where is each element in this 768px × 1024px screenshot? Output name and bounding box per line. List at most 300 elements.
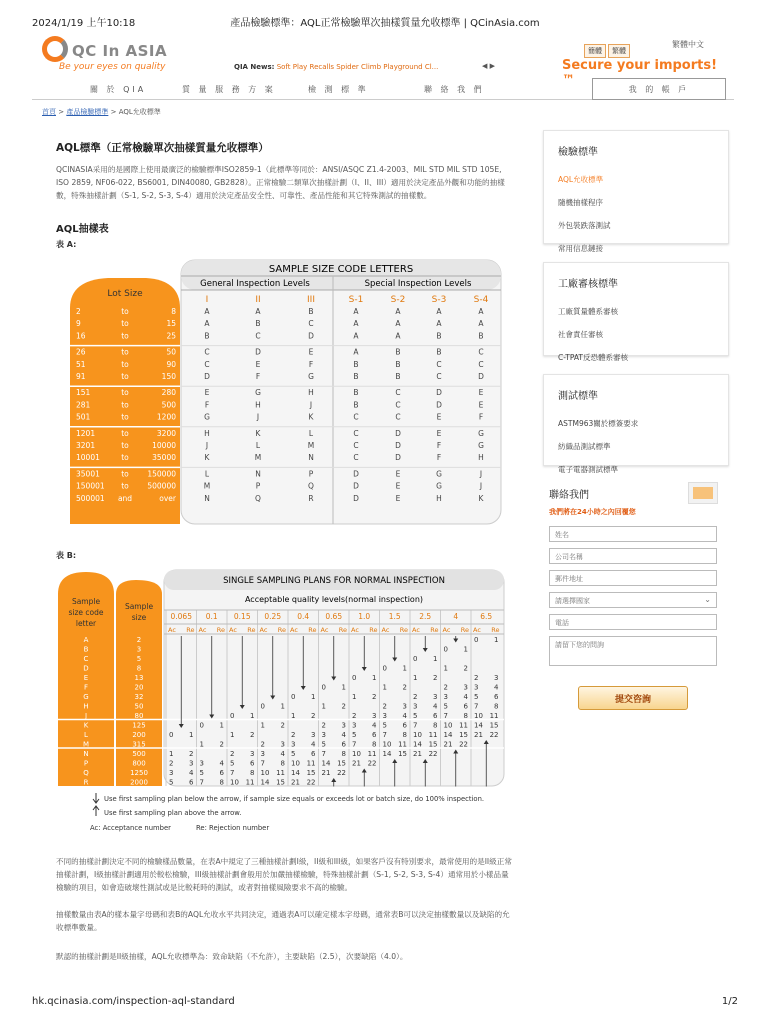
table-a-code-cell: A <box>395 319 401 329</box>
sidebar-item-drop-test[interactable]: 外包裝跌落測試 <box>558 221 611 230</box>
table-b-ac-cell: 0 <box>413 655 418 663</box>
table-b-letter: L <box>84 731 88 739</box>
table-a-lot-upto: 15 <box>166 319 176 329</box>
nav-standards[interactable]: 檢 測 標 準 <box>308 85 369 94</box>
sidebar-item-social-audit[interactable]: 社會責任審核 <box>558 330 603 339</box>
table-b-aql-value: 0.1 <box>205 612 218 621</box>
table-b-re-header: Re <box>277 626 286 634</box>
table-b-aql-value: 0.065 <box>170 612 192 621</box>
news-headline[interactable]: Soft Play Recalls Spider Climb Playground Cl... <box>276 63 439 71</box>
table-b-re-cell: 4 <box>341 731 346 739</box>
table-a-code-cell: A <box>204 307 210 316</box>
table-b-re-cell: 4 <box>433 702 438 711</box>
article-intro: QCINASIA采用的是國際上使用最廣泛的檢驗標準ISO2859-1（此標準等同於：ANSI/ASQC Z1.4-2003、MIL STD MIL STD 105E, ISO 2859, NF06-022, BS6001, DIN40080, GB2828）。正常檢驗二類單次抽樣計劃（I、II、III）適用於決定產品外觀和功能的抽樣數，特殊抽樣計劃（S-1, S-2, S-3, S-4）適用於決定產品安全性、可靠性、產品性能和其它特殊測試的抽樣數。 <box>56 165 505 200</box>
sidebar-title: 檢驗標準 <box>558 147 598 158</box>
table-a-code-cell: G <box>436 469 442 479</box>
table-b-size: 200 <box>132 731 146 739</box>
breadcrumb-category[interactable]: 產品檢驗標準 <box>66 108 109 116</box>
table-a-code-cell: C <box>353 453 359 463</box>
table-b-ac-cell: 7 <box>230 769 235 777</box>
table-a-lot-from: 3201 <box>76 441 96 450</box>
table-a-code-cell: B <box>395 347 401 357</box>
table-b-size: 2 <box>136 636 142 644</box>
table-b-re-cell: 6 <box>494 693 499 701</box>
table-a-code-cell: J <box>479 469 483 479</box>
table-a-code-cell: E <box>478 388 484 398</box>
table-a-lot-to: to <box>121 347 129 357</box>
table-a-level-header: III <box>307 295 315 305</box>
table-a-code-cell: C <box>204 359 210 369</box>
table-a-code-cell: J <box>256 412 260 422</box>
table-b-re-cell: 6 <box>189 778 194 787</box>
table-b-letter: F <box>83 683 89 692</box>
table-b-ac-cell: 1 <box>382 683 387 692</box>
sidebar-item-links[interactable]: 常用信息鏈接 <box>558 244 603 253</box>
table-b-legend-up: Use first sampling plan above the arrow. <box>104 809 242 817</box>
table-b-ac-cell: 7 <box>260 759 265 768</box>
lang-switch <box>584 38 632 58</box>
table-a-code-cell: C <box>353 412 359 422</box>
table-b-re-cell: 22 <box>337 769 346 777</box>
table-a-code-cell: B <box>395 372 401 381</box>
table-a-code-cell: B <box>308 307 314 316</box>
table-b-col1-header: size code <box>68 608 104 617</box>
table-b-re-cell: 11 <box>398 740 407 749</box>
table-b-letter: G <box>83 693 89 701</box>
nav-contact[interactable]: 聯 絡 我 們 <box>424 85 485 94</box>
slogan: Secure your imports! ™ <box>562 58 718 88</box>
sidebar-inspection <box>543 130 729 253</box>
table-a-lot-from: 281 <box>76 400 91 410</box>
table-b-aql-header: Acceptable quality levels(normal inspection) <box>244 595 424 604</box>
table-b-ac-cell: 21 <box>321 769 331 777</box>
table-b-re-cell: 2 <box>189 750 194 758</box>
table-a-code-cell: C <box>478 359 484 369</box>
table-b-re-cell: 3 <box>433 693 438 701</box>
table-b-re-header: Re <box>430 626 439 634</box>
table-a-lot-upto: 150 <box>161 372 176 381</box>
table-b-ac-cell: 14 <box>291 769 300 777</box>
table-b-re-cell: 22 <box>306 778 316 787</box>
nav-services[interactable]: 質 量 服 務 方 案 <box>182 85 276 94</box>
table-b-ac-cell: 5 <box>352 731 357 739</box>
news-prev-icon[interactable]: ◀ <box>482 62 488 70</box>
table-a-code-cell: J <box>309 400 313 410</box>
table-a-lot-to: to <box>121 412 129 422</box>
table-a-lot-upto: 10000 <box>152 441 176 450</box>
table-b-re-cell: 22 <box>367 759 377 768</box>
table-b-ac-cell: 3 <box>352 721 357 730</box>
table-a-code-cell: D <box>395 428 401 438</box>
table-b-ac-cell: 7 <box>352 740 357 749</box>
table-b-re-cell: 3 <box>494 674 499 682</box>
table-b-re-cell: 8 <box>372 740 377 749</box>
sidebar-item-quality-audit[interactable]: 工廠質量體系審核 <box>558 307 618 316</box>
table-b-re-cell: 22 <box>489 731 499 739</box>
table-b-re-cell: 3 <box>280 740 285 749</box>
table-a-code-cell: G <box>478 428 484 438</box>
news-ticker[interactable] <box>234 63 438 71</box>
table-b-ac-cell: 2 <box>260 740 265 749</box>
table-b-ac-cell: 3 <box>321 731 326 739</box>
table-a-code-cell: K <box>204 453 210 463</box>
table-b-letter: E <box>83 674 89 682</box>
table-b-re-cell: 6 <box>463 702 468 711</box>
table-b-ac-cell: 2 <box>169 759 174 768</box>
table-b-re-cell: 15 <box>428 740 438 749</box>
table-b-re-cell: 4 <box>494 683 499 692</box>
table-a-code-cell: D <box>436 400 442 410</box>
table-b-label: 表 B: <box>56 551 77 560</box>
table-b-letter: K <box>83 721 89 730</box>
table-a-lot-from: 501 <box>76 412 91 422</box>
table-b-size: 32 <box>134 693 144 701</box>
table-a-code-cell: A <box>436 307 442 316</box>
nav-my-account[interactable]: 我 的 帳 戶 <box>592 78 726 100</box>
table-a-code-cell: F <box>436 453 442 463</box>
news-label: QIA News: <box>234 63 275 71</box>
table-b-re-cell: 15 <box>276 778 285 787</box>
news-arrows[interactable] <box>482 62 495 70</box>
table-b <box>56 566 516 842</box>
table-b-title: SINGLE SAMPLING PLANS FOR NORMAL INSPECTION <box>223 576 445 586</box>
table-b-re-cell: 6 <box>219 769 224 777</box>
table-a-code-cell: D <box>353 469 359 479</box>
table-a-code-cell: E <box>308 347 314 357</box>
table-b-ac-cell: 3 <box>474 683 479 692</box>
table-b-size: 8 <box>136 664 142 673</box>
email-field[interactable]: 郵件地址 <box>549 570 717 586</box>
table-a-code-cell: F <box>255 372 261 381</box>
breadcrumb <box>42 107 161 117</box>
table-a-lot-to: to <box>121 388 129 398</box>
sidebar-audit <box>543 262 729 362</box>
table-b-ac-cell: 1 <box>169 750 174 758</box>
sidebar-item-astm[interactable]: ASTM963關於標簽要求 <box>558 419 639 428</box>
table-a-lot-to: to <box>121 453 129 463</box>
table-b-ac-cell: 21 <box>443 740 453 749</box>
table-b-re-cell: 8 <box>433 721 438 730</box>
article <box>56 132 516 250</box>
table-a-code-cell: C <box>478 347 484 357</box>
print-footer <box>32 996 738 1010</box>
contact-subtitle: 我們將在24小時之內回覆您 <box>549 508 636 516</box>
table-a-code-cell: G <box>308 372 314 381</box>
table-a-code-cell: A <box>353 319 359 329</box>
table-a-code-cell: A <box>478 307 484 316</box>
table-b-re-cell: 2 <box>250 731 255 739</box>
table-a-lot-upto: 280 <box>161 388 176 398</box>
table-a-lot-upto: 25 <box>166 331 176 341</box>
table-b-re-cell: 6 <box>372 731 377 739</box>
lang-simplified-button[interactable]: 簡體 <box>584 44 606 58</box>
table-a-code-cell: F <box>308 359 314 369</box>
table-b-re-cell: 1 <box>463 645 468 654</box>
table-a-code-cell: C <box>395 400 401 410</box>
table-a-lot-from: 150001 <box>76 481 105 491</box>
table-b-re-cell: 6 <box>341 740 346 749</box>
table-b-re-cell: 1 <box>433 655 438 663</box>
table-b-aql-value: 0.15 <box>233 612 251 621</box>
table-a-label: 表 A: <box>56 240 77 249</box>
table-a-code-cell: D <box>353 493 359 503</box>
phone-field[interactable]: 電話 <box>549 614 717 630</box>
sidebar-item-random[interactable]: 隨機抽樣程序 <box>558 198 603 207</box>
table-a-code-cell: C <box>436 372 442 381</box>
table-a-code-cell: J <box>205 441 209 450</box>
table-a-code-cell: D <box>255 347 261 357</box>
table-a-lot-upto: 35000 <box>152 453 176 463</box>
table-a-lot-upto: 90 <box>166 359 176 369</box>
table-a-general: General Inspection Levels <box>200 279 310 289</box>
table-b-re-cell: 3 <box>372 712 377 720</box>
table-a-code-cell: K <box>255 428 261 438</box>
table-b-aql-value: 0.4 <box>297 612 310 621</box>
table-b-ac-cell: 21 <box>291 778 300 787</box>
table-b-ac-cell: 2 <box>474 674 479 682</box>
table-b-re-cell: 2 <box>402 683 407 692</box>
table-b-ac-header: Ac <box>290 626 298 634</box>
table-b-aql-value: 6.5 <box>480 612 493 621</box>
table-a-grid-bg <box>181 260 501 524</box>
table-a-code-cell: B <box>395 359 401 369</box>
table-b-ac-cell: 14 <box>321 759 331 768</box>
article-para-1: 不同的抽樣計劃決定不同的檢驗樣品數量，在表A中規定了三種抽樣計劃I級，II級和III級，如果客戶沒有特別要求，最常使用的是II級正常抽樣計劃，I級抽樣計劃適用於較松檢驗，III級抽樣計劃會般用於加嚴抽樣檢驗，特殊抽樣計劃（S-1, S-2, S-3, S-4）通常用於小樣品量檢驗的項目，如會造破壞性測試或是比較耗時的測試，或者對抽樣風險要求不高的檢驗。 <box>56 857 512 892</box>
site-logo[interactable] <box>42 34 192 76</box>
table-b-re-cell: 11 <box>459 721 468 730</box>
sidebar-item-ctpat[interactable]: C-TPAT反恐體系審核 <box>558 353 629 362</box>
lang-traditional-button[interactable]: 繁體 <box>608 44 630 58</box>
question-textarea[interactable]: 請留下您的問詢 <box>549 636 717 666</box>
table-b-ac-cell: 10 <box>352 750 361 758</box>
table-b-re-cell: 8 <box>250 769 255 777</box>
table-a-code-cell: C <box>395 412 401 422</box>
table-a-code-cell: M <box>254 453 262 463</box>
article-title: AQL標準（正常檢驗單次抽樣質量允收標準） <box>56 142 269 154</box>
table-b-re-cell: 2 <box>341 702 346 711</box>
table-b-col1-header: Sample <box>71 597 101 606</box>
table-b-re-cell: 11 <box>245 778 255 787</box>
table-b-re-cell: 4 <box>372 721 377 730</box>
table-a-code-cell: G <box>204 412 210 422</box>
table-b-ac-cell: 1 <box>352 693 357 701</box>
table-heading: AQL抽樣表 <box>56 224 109 235</box>
table-b-re-cell: 4 <box>463 693 468 701</box>
table-a-level-header: S-4 <box>473 295 489 305</box>
table-a-code-cell: P <box>255 481 261 491</box>
table-b-ac-cell: 3 <box>169 769 174 777</box>
table-b-re-cell: 22 <box>428 750 438 758</box>
table-a-level-header: S-3 <box>431 295 447 305</box>
table-b-ac-cell: 5 <box>199 769 204 777</box>
table-a-lot-from: 1201 <box>76 428 96 438</box>
table-a-lot-from: 10001 <box>76 453 100 463</box>
print-header <box>32 14 738 28</box>
table-a-code-cell: A <box>395 307 401 316</box>
table-a-code-cell: R <box>308 493 314 503</box>
table-b-ac-cell: 2 <box>321 721 326 730</box>
table-b-re-cell: 4 <box>219 759 224 768</box>
table-a-code-cell: N <box>255 469 261 479</box>
table-b-re-cell: 3 <box>463 683 468 692</box>
table-b-ac-cell: 7 <box>382 731 387 739</box>
table-a-code-cell: C <box>395 388 401 398</box>
table-b-ac-header: Ac <box>381 626 390 634</box>
table-b-re-cell: 4 <box>280 750 285 758</box>
table-b-ac-cell: 10 <box>260 769 270 777</box>
table-b-ac-cell: 0 <box>199 721 204 730</box>
table-a <box>68 256 506 528</box>
table-a-code-cell: G <box>436 481 442 491</box>
table-a-lot-upto: 50 <box>166 347 176 357</box>
table-b-letter: A <box>83 636 89 644</box>
table-a-code-cell: K <box>308 412 314 422</box>
sidebar-item-textile[interactable]: 紡織品測試標準 <box>558 442 611 451</box>
table-b-ac-cell: 5 <box>169 778 174 787</box>
table-a-code-cell: Q <box>255 493 261 503</box>
print-title: 產品檢驗標準：AQL正常檢驗單次抽樣質量允收標準 | QCinAsia.com <box>230 18 540 29</box>
table-b-size: 500 <box>132 750 146 758</box>
table-b-ac-cell: 0 <box>382 664 387 673</box>
table-b-ac-header: Ac <box>473 626 481 634</box>
table-b-ac-cell: 14 <box>443 731 453 739</box>
name-field[interactable]: 姓名 <box>549 526 717 542</box>
table-a-code-cell: A <box>436 319 442 329</box>
table-a-code-cell: C <box>308 319 314 329</box>
table-b-ac-cell: 0 <box>169 731 174 739</box>
table-a-lot-from: 51 <box>76 359 86 369</box>
table-a-lot-to: to <box>121 428 129 438</box>
table-b-ac-cell: 3 <box>291 740 296 749</box>
table-b-re-cell: 2 <box>219 740 224 749</box>
table-b-re-cell: 1 <box>341 683 346 692</box>
table-b-re-cell: 4 <box>189 769 194 777</box>
table-b-legend-re: Re: Rejection number <box>196 824 270 832</box>
table-b-ac-cell: 1 <box>321 702 326 711</box>
table-b-aql-value: 4 <box>453 612 459 621</box>
nav-about[interactable]: 關 於 QIA <box>90 85 147 94</box>
contact-form <box>543 480 729 649</box>
table-a-code-cell: D <box>204 372 210 381</box>
main-nav <box>32 78 734 100</box>
table-b-re-cell: 1 <box>494 636 499 644</box>
table-b-ac-cell: 5 <box>321 740 326 749</box>
table-b-size: 315 <box>132 740 146 749</box>
table-b-size: 5 <box>136 655 142 663</box>
table-b-re-cell: 11 <box>367 750 377 758</box>
table-b-col2-header: Sample <box>124 602 154 611</box>
table-a-lot-header: Lot Size <box>107 289 143 299</box>
table-b-ac-cell: 3 <box>382 712 387 720</box>
lang-current[interactable]: 繁體中文 <box>672 40 704 49</box>
table-b-ac-cell: 3 <box>413 702 418 711</box>
table-b-ac-cell: 0 <box>321 683 326 692</box>
sidebar-item-electrical[interactable]: 電子電器測試標準 <box>558 465 618 474</box>
print-page-number: 1/2 <box>721 996 738 1007</box>
table-a-lot-to: to <box>121 441 129 450</box>
legend-up-arrow-icon <box>93 806 99 816</box>
table-b-aql-value: 0.65 <box>325 612 343 621</box>
table-a-code-cell: F <box>436 441 442 450</box>
table-b-size: 3 <box>136 645 142 654</box>
table-b-ac-cell: 7 <box>199 778 204 787</box>
table-b-re-cell: 22 <box>459 740 468 749</box>
table-a-lot-to: to <box>121 359 129 369</box>
table-a-lot-to: to <box>121 319 129 329</box>
table-a-lot-from: 35001 <box>76 469 100 479</box>
table-b-ac-cell: 14 <box>474 721 483 730</box>
table-a-code-cell: Q <box>308 481 314 491</box>
table-b-ac-header: Ac <box>412 626 420 634</box>
submit-button[interactable]: 提交咨詢 <box>578 686 688 710</box>
table-a-code-cell: H <box>255 400 261 410</box>
table-b-re-cell: 8 <box>341 750 346 758</box>
brand-name: QC In ASIA <box>72 42 168 60</box>
table-b-ac-cell: 1 <box>230 731 235 739</box>
table-b-ac-cell: 0 <box>230 712 235 720</box>
table-b-re-header: Re <box>338 626 347 634</box>
country-select[interactable] <box>549 592 717 608</box>
table-a-code-cell: E <box>395 493 401 503</box>
news-next-icon[interactable]: ▶ <box>489 62 496 70</box>
table-a-lot-upto: 150000 <box>147 469 176 479</box>
table-a-special: Special Inspection Levels <box>364 279 472 289</box>
table-b-letter: B <box>83 645 89 654</box>
brand-tagline: Be your eyes on quality <box>59 62 166 72</box>
table-b-re-cell: 15 <box>459 731 468 739</box>
table-b-ac-cell: 7 <box>413 721 418 730</box>
sidebar-testing <box>543 374 729 474</box>
table-a-code-cell: A <box>478 319 484 329</box>
table-a-code-cell: P <box>308 469 314 479</box>
table-a-code-cell: G <box>478 441 484 450</box>
sidebar-item-aql[interactable]: AQL允收標準 <box>558 175 604 184</box>
table-b-ac-header: Ac <box>229 626 237 634</box>
table-b-ac-cell: 7 <box>321 750 326 758</box>
table-a-code-cell: B <box>353 359 359 369</box>
table-b-re-header: Re <box>460 626 469 634</box>
table-b-re-header: Re <box>216 626 225 634</box>
breadcrumb-home[interactable]: 首頁 <box>42 108 56 116</box>
table-a-lot-upto: 3200 <box>156 428 176 438</box>
table-b-ac-cell: 14 <box>382 750 392 758</box>
breadcrumb-current: AQL允收標準 <box>118 108 161 116</box>
sidebar-title: 工廠審核標準 <box>558 279 618 290</box>
table-b-re-header: Re <box>491 626 500 634</box>
table-b-re-cell: 6 <box>402 721 407 730</box>
table-b-ac-cell: 3 <box>443 693 448 701</box>
logo-ring-icon <box>42 36 68 62</box>
table-b-ac-cell: 0 <box>260 702 265 711</box>
table-a-lot-from: 26 <box>76 347 86 357</box>
table-b-re-cell: 6 <box>250 759 255 768</box>
sidebar-title: 測試標準 <box>558 391 598 402</box>
table-b-re-cell: 1 <box>189 731 194 739</box>
table-a-code-cell: A <box>395 331 401 341</box>
table-b-ac-cell: 1 <box>199 740 204 749</box>
table-b-size: 800 <box>132 759 146 768</box>
table-b-re-cell: 2 <box>280 721 285 730</box>
table-b-ac-cell: 3 <box>260 750 265 758</box>
table-b-re-cell: 1 <box>250 712 255 720</box>
table-b-ac-cell: 2 <box>352 712 357 720</box>
print-url: hk.qcinasia.com/inspection-aql-standard <box>32 996 235 1007</box>
table-b-size: 2000 <box>130 778 148 787</box>
table-a-code-cell: C <box>353 428 359 438</box>
table-b-re-cell: 8 <box>402 731 407 739</box>
company-field[interactable]: 公司名稱 <box>549 548 717 564</box>
table-b-re-cell: 8 <box>280 759 285 768</box>
